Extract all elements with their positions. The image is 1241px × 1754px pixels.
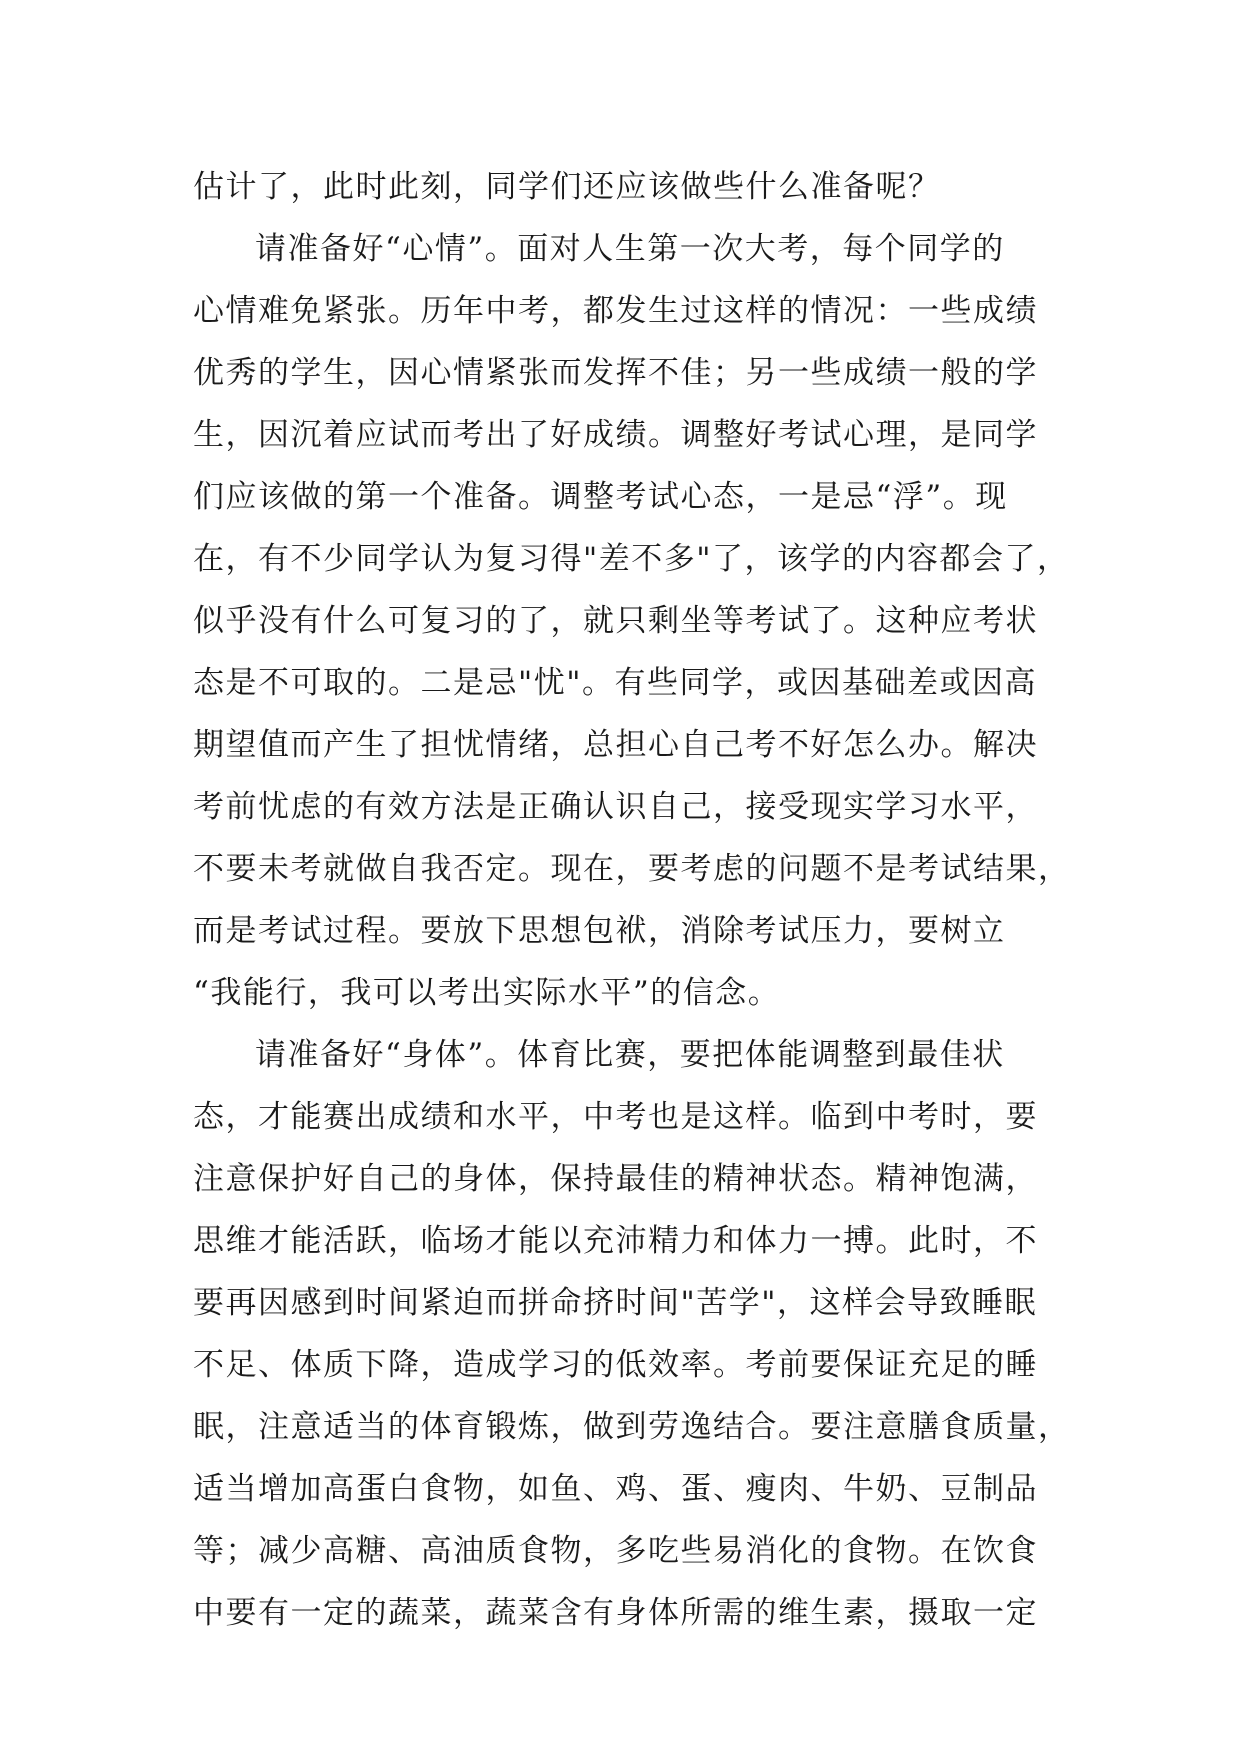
text-line: 思维才能活跃，临场才能以充沛精力和体力一搏。此时，不	[193, 1223, 1038, 1259]
text-line: 考前忧虑的有效方法是正确认识自己，接受现实学习水平，	[193, 789, 1038, 825]
text-line: 而是考试过程。要放下思想包袱，消除考试压力，要树立	[193, 913, 1006, 949]
text-line: 期望值而产生了担忧情绪，总担心自己考不好怎么办。解决	[193, 727, 1038, 763]
text-line: 中要有一定的蔬菜，蔬菜含有身体所需的维生素，摄取一定	[193, 1595, 1038, 1631]
text-line: 适当增加高蛋白食物，如鱼、鸡、蛋、瘦肉、牛奶、豆制品	[193, 1471, 1038, 1507]
text-line: 不要未考就做自我否定。现在，要考虑的问题不是考试结果，	[193, 851, 1071, 887]
text-line: “我能行，我可以考出实际水平”的信念。	[193, 975, 781, 1011]
text-line: 生，因沉着应试而考出了好成绩。调整好考试心理，是同学	[193, 417, 1038, 453]
text-line: 在，有不少同学认为复习得"差不多"了，该学的内容都会了，	[193, 541, 1070, 577]
text-line: 态是不可取的。二是忌"忧"。有些同学，或因基础差或因高	[193, 665, 1038, 701]
text-line: 眠，注意适当的体育锻炼，做到劳逸结合。要注意膳食质量，	[193, 1409, 1071, 1445]
text-line: 们应该做的第一个准备。调整考试心态，一是忌“浮”。现	[193, 479, 1008, 515]
paragraph-first-line: 请准备好“身体”。体育比赛，要把体能调整到最佳状	[255, 1037, 1005, 1073]
text-line: 估计了，此时此刻，同学们还应该做些什么准备呢？	[193, 169, 941, 205]
text-line: 态，才能赛出成绩和水平，中考也是这样。临到中考时，要	[193, 1099, 1038, 1135]
text-line: 等；减少高糖、高油质食物，多吃些易消化的食物。在饮食	[193, 1533, 1038, 1569]
text-line: 注意保护好自己的身体，保持最佳的精神状态。精神饱满，	[193, 1161, 1038, 1197]
paragraph-first-line: 请准备好“心情”。面对人生第一次大考，每个同学的	[255, 231, 1005, 267]
text-line: 不足、体质下降，造成学习的低效率。考前要保证充足的睡	[193, 1347, 1038, 1383]
body-text	[193, 156, 1073, 1644]
text-line: 优秀的学生，因心情紧张而发挥不佳；另一些成绩一般的学	[193, 355, 1038, 391]
text-line: 要再因感到时间紧迫而拼命挤时间"苦学"，这样会导致睡眠	[193, 1285, 1038, 1321]
text-line: 心情难免紧张。历年中考，都发生过这样的情况：一些成绩	[193, 293, 1038, 329]
text-line: 似乎没有什么可复习的了，就只剩坐等考试了。这种应考状	[193, 603, 1038, 639]
